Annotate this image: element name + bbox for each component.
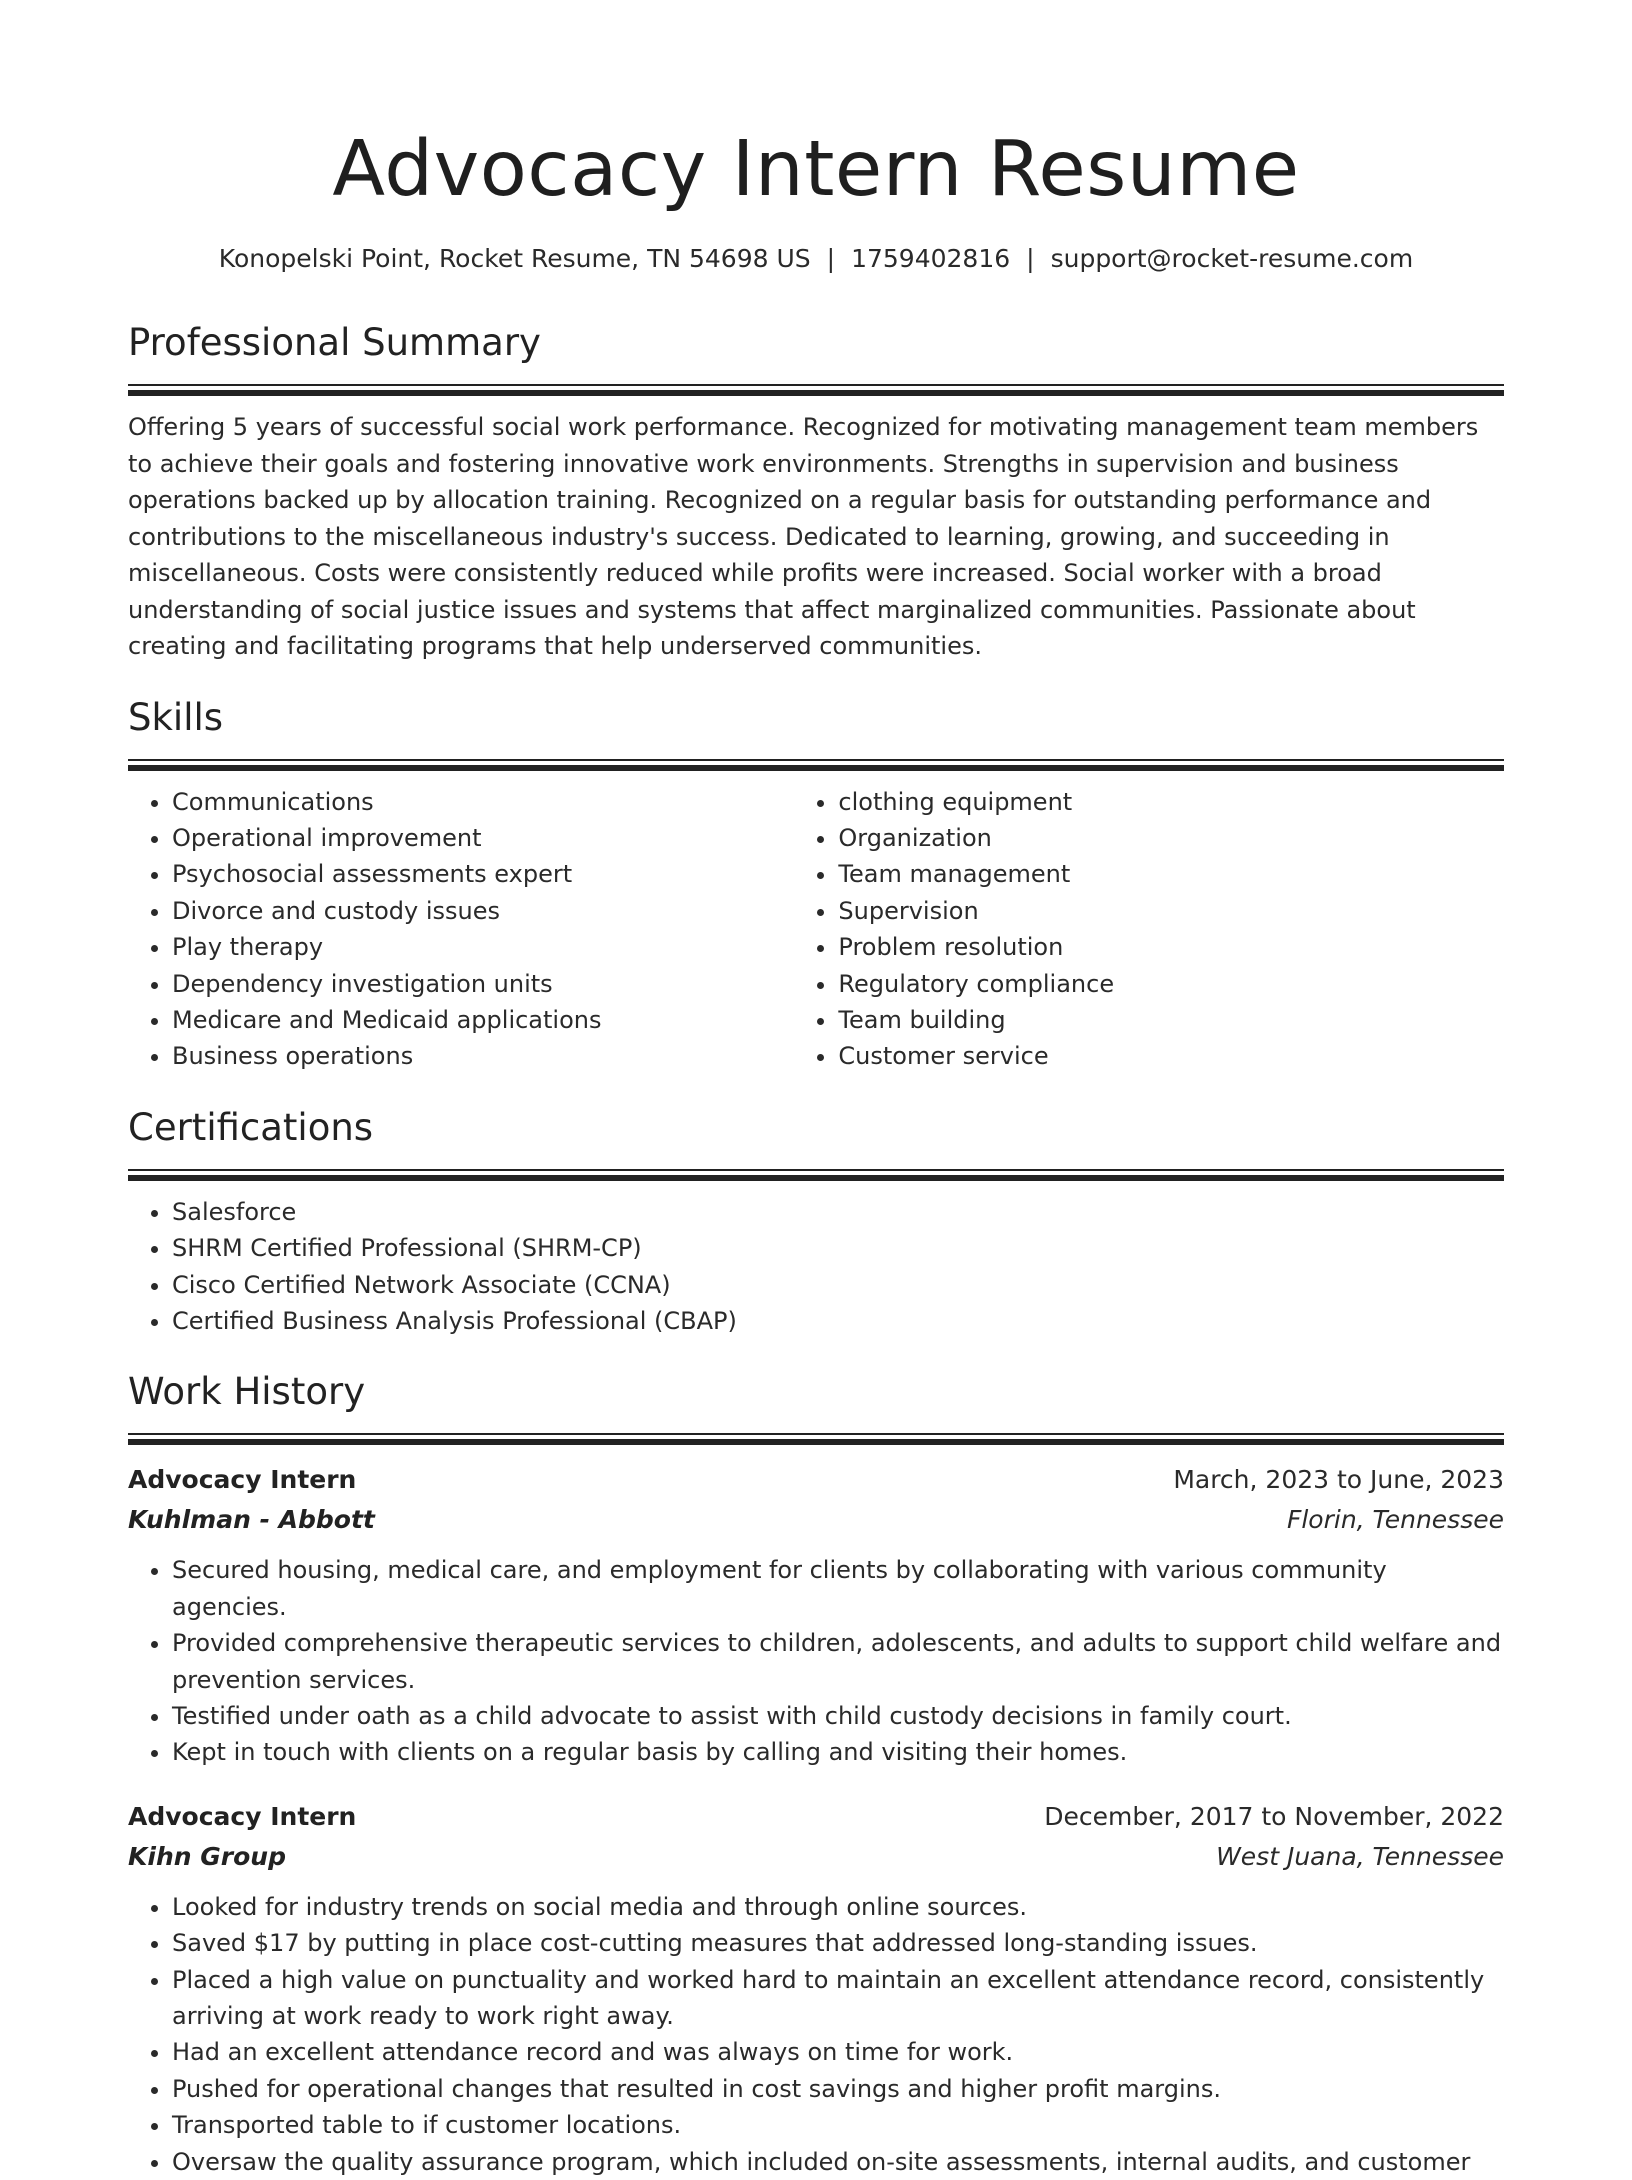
certification-item: • Certified Business Analysis Professional (CBAP): [172, 1303, 1504, 1339]
job-bullet: • Oversaw the quality assurance program, which included on-site assessments, internal audits, and customer: [172, 2144, 1504, 2180]
skill-item: • Team management: [838, 856, 1504, 892]
resume-page: [128, 0, 1504, 2180]
job-bullet: • Saved $17 by putting in place cost-cutting measures that addressed long-standing issues.: [172, 1925, 1504, 1961]
skill-item: • Regulatory compliance: [838, 966, 1504, 1002]
contact-separator: |: [1026, 244, 1035, 273]
job-bullet: • Secured housing, medical care, and employment for clients by collaborating with various community agencies.: [172, 1552, 1504, 1625]
section-divider: [128, 759, 1504, 770]
skill-item: • Operational improvement: [172, 820, 794, 856]
skill-item: • Team building: [838, 1002, 1504, 1038]
skill-item: • clothing equipment: [838, 784, 1504, 820]
skill-item: • Divorce and custody issues: [172, 893, 794, 929]
job-company-row: [128, 1500, 1504, 1540]
certification-item: • SHRM Certified Professional (SHRM-CP): [172, 1230, 1504, 1266]
job-header-row: [128, 1797, 1504, 1837]
job-bullet: • Testified under oath as a child advocate to assist with child custody decisions in family court.: [172, 1698, 1504, 1734]
job-bullet: • Pushed for operational changes that resulted in cost savings and higher profit margins.: [172, 2071, 1504, 2107]
job-company: Kuhlman - Abbott: [128, 1505, 375, 1535]
section-certifications: [128, 1105, 1504, 1340]
resume-title: Advocacy Intern Resume: [332, 125, 1300, 214]
section-title: Skills: [128, 695, 224, 739]
contact-separator: |: [826, 244, 836, 273]
job-dates: March, 2023 to June, 2023: [1173, 1465, 1504, 1495]
job-entry: [128, 1797, 1504, 2180]
section-title: Certifications: [128, 1105, 374, 1149]
skill-item: • Customer service: [838, 1038, 1504, 1074]
contact-email[interactable]: support@rocket-resume.com: [1050, 244, 1414, 273]
skill-item: • Organization: [838, 820, 1504, 856]
job-dates: December, 2017 to November, 2022: [1044, 1801, 1504, 1831]
job-title: Advocacy Intern: [128, 1465, 357, 1495]
job-bullet: • Transported table to if customer locations.: [172, 2107, 1504, 2143]
certification-item: • Cisco Certified Network Associate (CCNA): [172, 1267, 1504, 1303]
job-company-row: [128, 1837, 1504, 1877]
section-professional-summary: [128, 320, 1504, 665]
skill-item: • Play therapy: [172, 929, 794, 965]
job-bullet: • Had an excellent attendance record and was always on time for work.: [172, 2034, 1504, 2070]
section-title: Work History: [128, 1370, 366, 1414]
job-bullet: • Looked for industry trends on social media and through online sources.: [172, 1889, 1504, 1925]
job-bullet: • Provided comprehensive therapeutic services to children, adolescents, and adults to support child welfare and prevention services.: [172, 1625, 1504, 1698]
skills-columns: [128, 784, 1504, 1075]
certification-item: • Salesforce: [172, 1194, 1504, 1230]
skill-item: • Supervision: [838, 893, 1504, 929]
job-company: Kihn Group: [128, 1841, 286, 1871]
skill-item: • Psychosocial assessments expert: [172, 856, 794, 892]
job-bullet: • Placed a high value on punctuality and worked hard to maintain an excellent attendance record, consistently arriving at work ready to work right away.: [172, 1962, 1504, 2035]
skill-item: • Business operations: [172, 1038, 794, 1074]
job-location: West Juana, Tennessee: [1216, 1841, 1504, 1871]
section-divider: [128, 384, 1504, 395]
section-work-history: [128, 1369, 1504, 2180]
certifications-list: [128, 1194, 1504, 1340]
job-header-row: [128, 1460, 1504, 1500]
contact-address: Konopelski Point, Rocket Resume, TN 54698 US: [218, 244, 811, 273]
section-divider: [128, 1433, 1504, 1444]
job-list: [128, 1460, 1504, 2180]
job-bullets: [128, 1552, 1504, 1770]
section-divider: [128, 1169, 1504, 1180]
skill-item: • Problem resolution: [838, 929, 1504, 965]
contact-line: [128, 242, 1504, 276]
job-bullet: • Kept in touch with clients on a regular basis by calling and visiting their homes.: [172, 1734, 1504, 1770]
section-skills: [128, 695, 1504, 1075]
skills-list-right: [794, 784, 1504, 1075]
job-title: Advocacy Intern: [128, 1801, 357, 1831]
summary-text: Offering 5 years of successful social work performance. Recognized for motivating management team members to achieve their goals and fostering innovative work environments. Strengths in supervision and business operations backed up by allocation training. Recognized on a regular basis for outstanding performance and contributions to the miscellaneous industry's success. Dedicated to learning, growing, and succeeding in miscellaneous. Costs were consistently reduced while profits were increased. Social worker with a broad understanding of social justice issues and systems that affect marginalized communities. Passionate about creating and facilitating programs that help underserved communities.: [128, 413, 1479, 660]
skill-item: • Communications: [172, 784, 794, 820]
skill-item: • Dependency investigation units: [172, 966, 794, 1002]
job-bullets: [128, 1889, 1504, 2180]
skill-item: • Medicare and Medicaid applications: [172, 1002, 794, 1038]
job-location: Florin, Tennessee: [1286, 1505, 1504, 1535]
job-entry: [128, 1460, 1504, 1770]
contact-phone: 1759402816: [851, 244, 1011, 273]
skills-list-left: [128, 784, 794, 1075]
section-title: Professional Summary: [128, 321, 541, 364]
